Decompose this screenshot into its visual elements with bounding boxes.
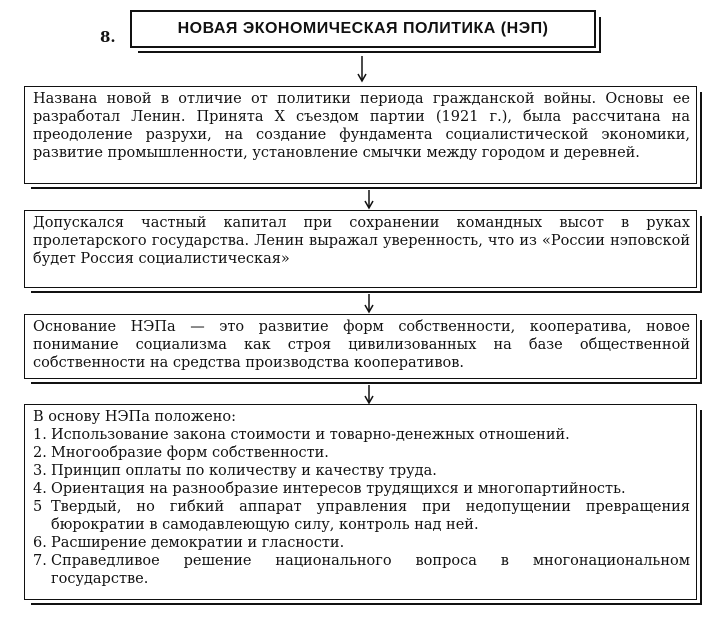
nep-origin-text: Названа новой в отличие от политики периода гражданской войны. Основы ее разработал Ленин. Принята X съездом партии (1921 г.), была рассчитана на преодоление разрухи, на создание фундамента социалистической экономики, развитие промышленности, установление смычки между городом и деревней.	[33, 91, 690, 161]
arrow-down-icon	[362, 294, 376, 314]
list-item-text: Многообразие форм собственности.	[51, 445, 329, 461]
list-item-text: Расширение демократии и гласности.	[51, 535, 345, 551]
arrow-down-icon	[355, 56, 369, 84]
list-item	[33, 534, 690, 552]
list-item-number: 2.	[33, 445, 47, 461]
figure-number: 8.	[100, 28, 116, 46]
list-item	[33, 462, 690, 480]
list-item-text: Твердый, но гибкий аппарат управления при недопущении превращения бюрократии в самодавлеющую силу, контроль над ней.	[51, 499, 690, 533]
list-item-text: Принцип оплаты по количеству и качеству труда.	[51, 463, 437, 479]
diagram-title	[130, 10, 596, 48]
list-item-number: 4.	[33, 481, 47, 497]
diagram-title-text: НОВАЯ ЭКОНОМИЧЕСКАЯ ПОЛИТИКА (НЭП)	[177, 20, 549, 37]
list-item-number: 1.	[33, 427, 47, 443]
arrow-down-icon	[362, 190, 376, 210]
private-capital-box	[24, 210, 697, 288]
nep-basis-text: Основание НЭПа — это развитие форм собственности, кооператива, новое понимание социализма как строя цивилизованных на базе общественной собственности на средства производства кооперативов.	[33, 319, 690, 371]
private-capital-text: Допускался частный капитал при сохранении командных высот в руках пролетарского государства. Ленин выражал уверенность, что из «России нэповской будет Россия социалистическая»	[33, 215, 690, 267]
nep-principles-heading: В основу НЭПа положено:	[33, 409, 236, 425]
list-item-text: Справедливое решение национального вопроса в многонациональном государстве.	[51, 553, 690, 587]
list-item-number: 3.	[33, 463, 47, 479]
list-item-number: 7.	[33, 553, 47, 569]
list-item	[33, 426, 690, 444]
list-item	[33, 552, 690, 588]
list-item-number: 6.	[33, 535, 47, 551]
list-item	[33, 444, 690, 462]
list-item-text: Ориентация на разнообразие интересов трудящихся и многопартийность.	[51, 481, 626, 497]
nep-principles-box	[24, 404, 697, 600]
list-item	[33, 498, 690, 534]
list-item-text: Использование закона стоимости и товарно-денежных отношений.	[51, 427, 570, 443]
list-item	[33, 480, 690, 498]
nep-basis-box	[24, 314, 697, 379]
list-item-number: 5	[33, 499, 43, 515]
arrow-down-icon	[362, 385, 376, 405]
nep-origin-box	[24, 86, 697, 184]
